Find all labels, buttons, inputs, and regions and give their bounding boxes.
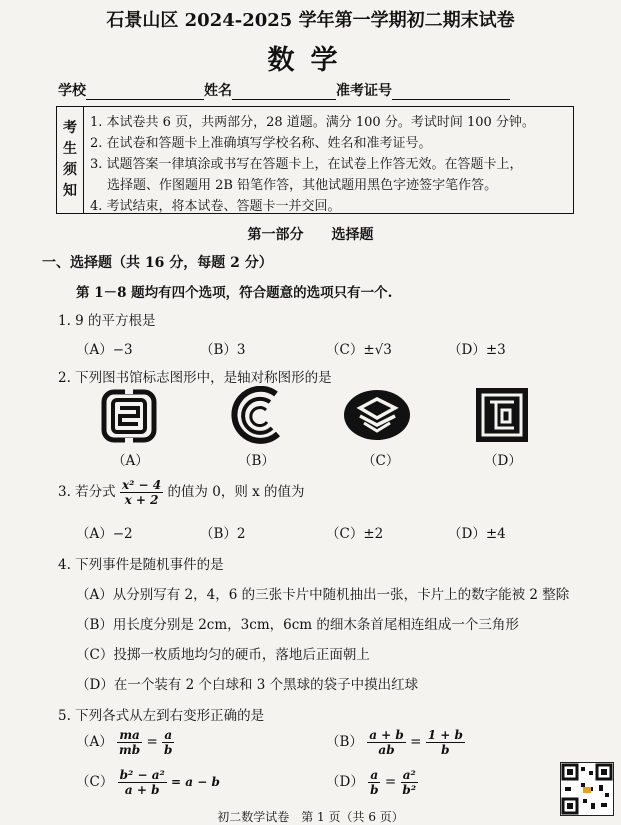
- notice-line: 4. 考试结束，将本试卷、答题卡一并交回。: [90, 199, 341, 214]
- library-logo-d-icon: [474, 386, 530, 444]
- question-1-stem: 1. 9 的平方根是: [58, 313, 156, 329]
- exam-number-label: 准考证号: [336, 83, 392, 99]
- q1-option-c: （C）±√3: [326, 342, 392, 358]
- q3-option-b: （B）2: [200, 526, 246, 542]
- q3-option-c: （C）±2: [326, 526, 384, 542]
- name-blank: [232, 85, 336, 100]
- section-heading: 一、选择题（共 16 分，每题 2 分）: [42, 255, 273, 271]
- q4-option-c: （C）投掷一枚质地均匀的硬币，落地后正面朝上: [76, 647, 370, 663]
- student-info-line: [58, 80, 510, 100]
- school-blank: [86, 85, 204, 100]
- q3-option-d: （D）±4: [448, 526, 506, 542]
- instruction: 第 1－8 题均有四个选项，符合题意的选项只有一个.: [76, 285, 393, 301]
- notice-heading: 考 生 须 知: [57, 107, 84, 213]
- q5-option-b: （B） $\frac{a + b}{ab}$ = $\frac{1 + b}{b}$: [326, 728, 463, 757]
- exam-title: 石景山区 2024-2025 学年第一学期初二期末试卷: [106, 10, 515, 31]
- q2-label-c: （C）: [362, 453, 400, 469]
- notice-line: 2. 在试卷和答题卡上准确填写学校名称、姓名和准考证号。: [90, 136, 432, 151]
- library-logo-b-icon: [228, 386, 286, 444]
- q1-option-d: （D）±3: [448, 342, 506, 358]
- q3-fraction: $\frac{\text{x² − 4}}{x + 2}$: [121, 478, 162, 507]
- library-logo-c-icon: [342, 388, 412, 442]
- q3-option-a: （A）−2: [76, 526, 133, 542]
- notice-line: 3. 试题答案一律填涂或书写在答题卡上，在试卷上作答无效。在答题卡上，: [90, 157, 523, 172]
- q2-label-b: （B）: [238, 453, 275, 469]
- question-3-stem: 3. 若分式 $\frac{\text{x² − 4}}{x + 2}$ 的值为 0，则 x 的值为: [58, 478, 305, 507]
- part-title: 第一部分 选择题: [247, 227, 374, 243]
- library-logo-a-icon: [100, 388, 158, 444]
- q5-option-c: （C） $\frac{\text{b² − a²}}{a + b}$ = a − b: [76, 768, 220, 797]
- question-2-stem: 2. 下列图书馆标志图形中，是轴对称图形的是: [58, 370, 332, 386]
- question-5-stem: 5. 下列各式从左到右变形正确的是: [58, 708, 265, 724]
- exam-number-blank: [392, 85, 510, 100]
- question-4-stem: 4. 下列事件是随机事件的是: [58, 557, 224, 573]
- q2-label-a: （A）: [112, 453, 149, 469]
- name-label: 姓名: [204, 83, 232, 99]
- notice-box: [56, 106, 574, 214]
- q5-option-d: （D） $\frac{a}{b}$ = $\frac{\text{a²}}{\text{b²}}$: [326, 768, 417, 797]
- q1-option-a: （A）−3: [76, 342, 133, 358]
- q4-option-d: （D）在一个装有 2 个白球和 3 个黑球的袋子中摸出红球: [76, 677, 419, 693]
- q1-option-b: （B）3: [200, 342, 246, 358]
- q4-option-a: （A）从分别写有 2，4，6 的三张卡片中随机抽出一张，卡片上的数字能被 2 整除: [76, 587, 570, 603]
- q5-option-a: （A） $\frac{ma}{mb}$ = $\frac{a}{b}$: [76, 728, 173, 757]
- subject-title: 数学: [267, 45, 354, 76]
- q4-option-b: （B）用长度分别是 2cm，3cm，6cm 的细木条首尾相连组成一个三角形: [76, 617, 519, 633]
- page-footer: 初二数学试卷 第 1 页（共 6 页）: [217, 810, 404, 824]
- notice-line: 选择题、作图题用 2B 铅笔作答，其他试题用黑色字迹签字笔作答。: [107, 178, 498, 193]
- notice-line: 1. 本试卷共 6 页，共两部分，28 道题。满分 100 分。考试时间 100 分钟。: [90, 115, 535, 130]
- q2-label-d: （D）: [484, 453, 522, 469]
- school-label: 学校: [58, 83, 86, 99]
